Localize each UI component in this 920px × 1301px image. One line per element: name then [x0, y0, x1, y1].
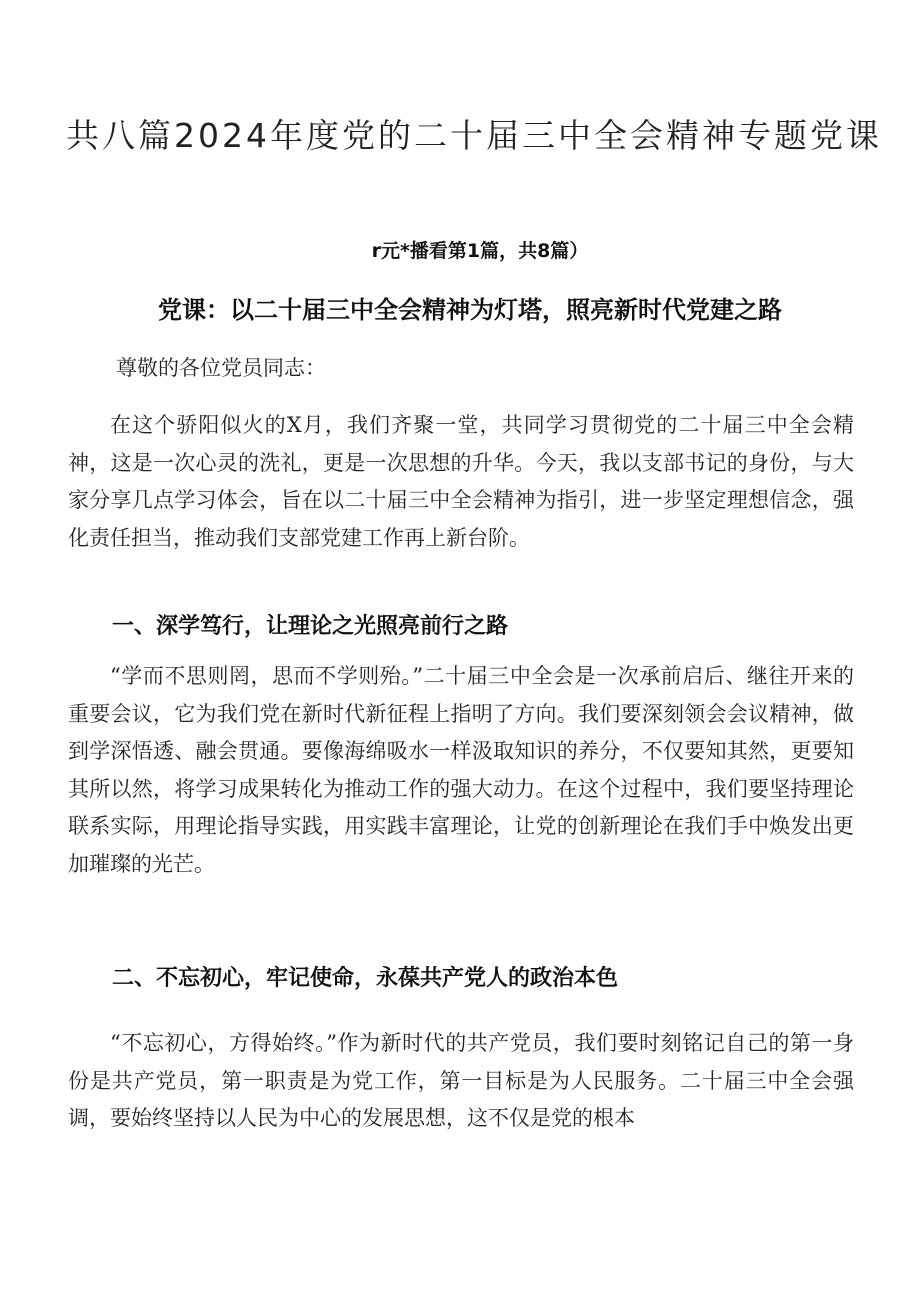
part-label: r元*播看第1篇，共8篇） [371, 240, 589, 262]
greeting: 尊敬的各位党员同志： [116, 356, 326, 380]
lesson-title: 党课：以二十届三中全会精神为灯塔，照亮新时代党建之路 [158, 296, 782, 324]
intro-paragraph: 在这个骄阳似火的X月，我们齐聚一堂，共同学习贯彻党的二十届三中全会精神，这是一次心灵的洗礼，更是一次思想的升华。今天，我以支部书记的身份，与大家分享几点学习体会，旨在以二十届三中全会精神为指引，进一步坚定理想信念，强化责任担当，推动我们支部党建工作再上新台阶。 [68, 413, 854, 550]
section-heading-1: 一、深学笃行，让理论之光照亮前行之路 [112, 614, 509, 639]
section-heading-2: 二、不忘初心，牢记使命，永葆共产党人的政治本色 [112, 966, 619, 991]
document-title: 共八篇2024年度党的二十届三中全会精神专题党课 [66, 116, 882, 155]
section-paragraph-2: “不忘初心，方得始终。”作为新时代的共产党员，我们要时刻铭记自己的第一身份是共产党员，第一职责是为党工作，第一目标是为人民服务。二十届三中全会强调，要始终坚持以人民为中心的发展思想，这不仅是党的根本 [68, 1031, 854, 1130]
section-paragraph-1: “学而不思则罔，思而不学则殆。”二十届三中全会是一次承前启后、继往开来的重要会议，它为我们党在新时代新征程上指明了方向。我们要深刻领会会议精神，做到学深悟透、融会贯通。要像海绵吸水一样汲取知识的养分，不仅要知其然，更要知其所以然，将学习成果转化为推动工作的强大动力。在这个过程中，我们要坚持理论联系实际，用理论指导实践，用实践丰富理论，让党的创新理论在我们手中焕发出更加璀璨的光芒。 [68, 664, 854, 876]
